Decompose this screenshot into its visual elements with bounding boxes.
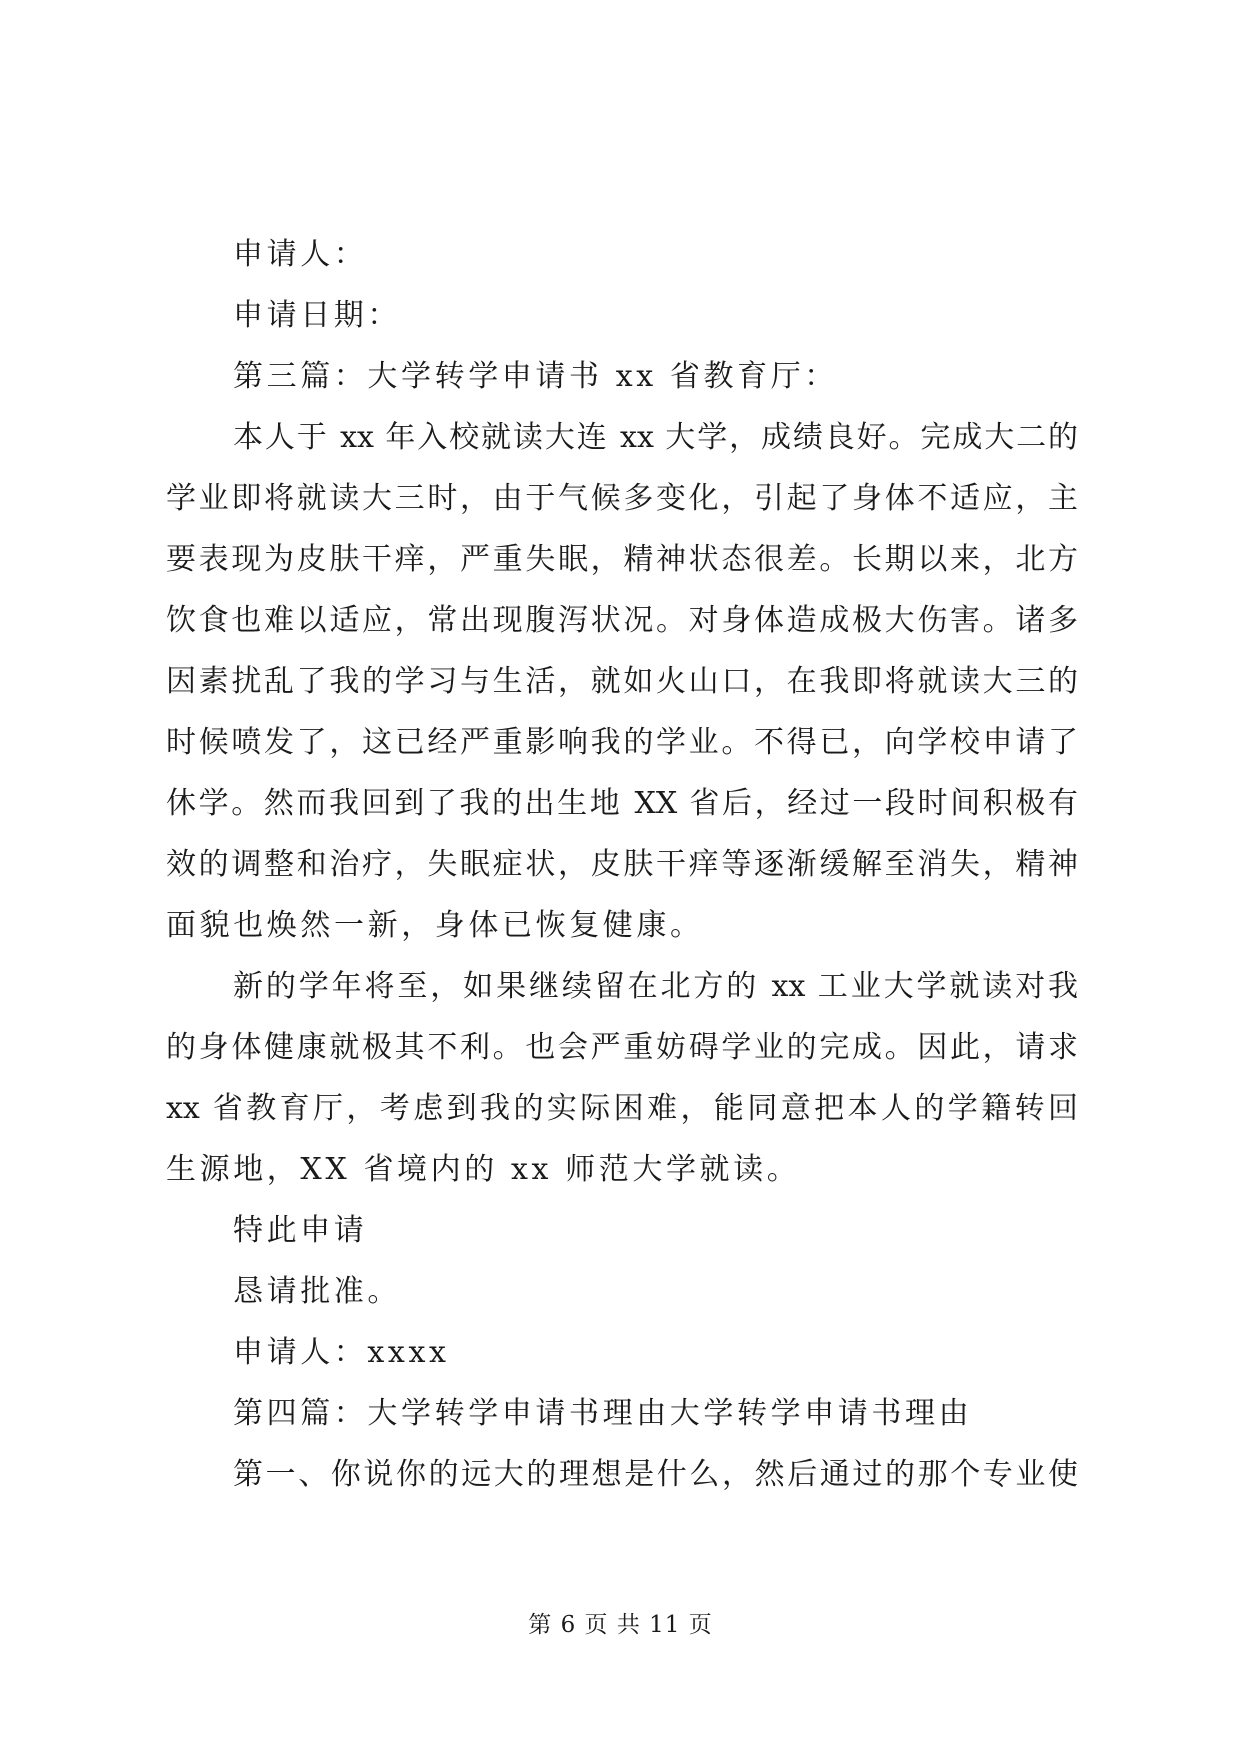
paragraph-line: 面貌也焕然一新，身体已恢复健康。 (166, 908, 704, 943)
section-three-heading: 第三篇：大学转学申请书 xx 省教育厅： (233, 359, 838, 394)
paragraph-line: 的身体健康就极其不利。也会严重妨碍学业的完成。因此，请求 (166, 1030, 1078, 1065)
closing-line: 特此申请 (233, 1213, 368, 1248)
paragraph-line: 学业即将就读大三时，由于气候多变化，引起了身体不适应，主 (166, 481, 1078, 516)
paragraph-line: 休学。然而我回到了我的出生地 XX 省后，经过一段时间积极有 (166, 786, 1078, 821)
paragraph-line: xx 省教育厅，考虑到我的实际困难，能同意把本人的学籍转回 (166, 1091, 1078, 1126)
paragraph-line: 时候喷发了，这已经严重影响我的学业。不得已，向学校申请了 (166, 725, 1078, 760)
paragraph-line: 新的学年将至，如果继续留在北方的 xx 工业大学就读对我 (233, 969, 1078, 1004)
application-date-label: 申请日期： (233, 298, 401, 333)
paragraph-line: 要表现为皮肤干痒，严重失眠，精神状态很差。长期以来，北方 (166, 542, 1078, 577)
section-four-heading: 第四篇：大学转学申请书理由大学转学申请书理由 (233, 1396, 973, 1431)
paragraph-line: 饮食也难以适应，常出现腹泻状况。对身体造成极大伤害。诸多 (166, 603, 1078, 638)
document-body (166, 228, 1078, 1501)
paragraph-line: 本人于 xx 年入校就读大连 xx 大学，成绩良好。完成大二的 (233, 420, 1078, 455)
applicant-label: 申请人： (233, 237, 368, 272)
page-number-footer: 第 6 页 共 11 页 (528, 1612, 713, 1638)
paragraph-line: 第一、你说你的远大的理想是什么，然后通过的那个专业使 (233, 1457, 1078, 1492)
applicant-signature: 申请人：xxxx (233, 1335, 450, 1370)
paragraph-line: 因素扰乱了我的学习与生活，就如火山口，在我即将就读大三的 (166, 664, 1078, 699)
closing-line: 恳请批准。 (233, 1274, 401, 1309)
paragraph-line: 生源地，XX 省境内的 xx 师范大学就读。 (166, 1152, 801, 1187)
paragraph-line: 效的调整和治疗，失眠症状，皮肤干痒等逐渐缓解至消失，精神 (166, 847, 1078, 882)
